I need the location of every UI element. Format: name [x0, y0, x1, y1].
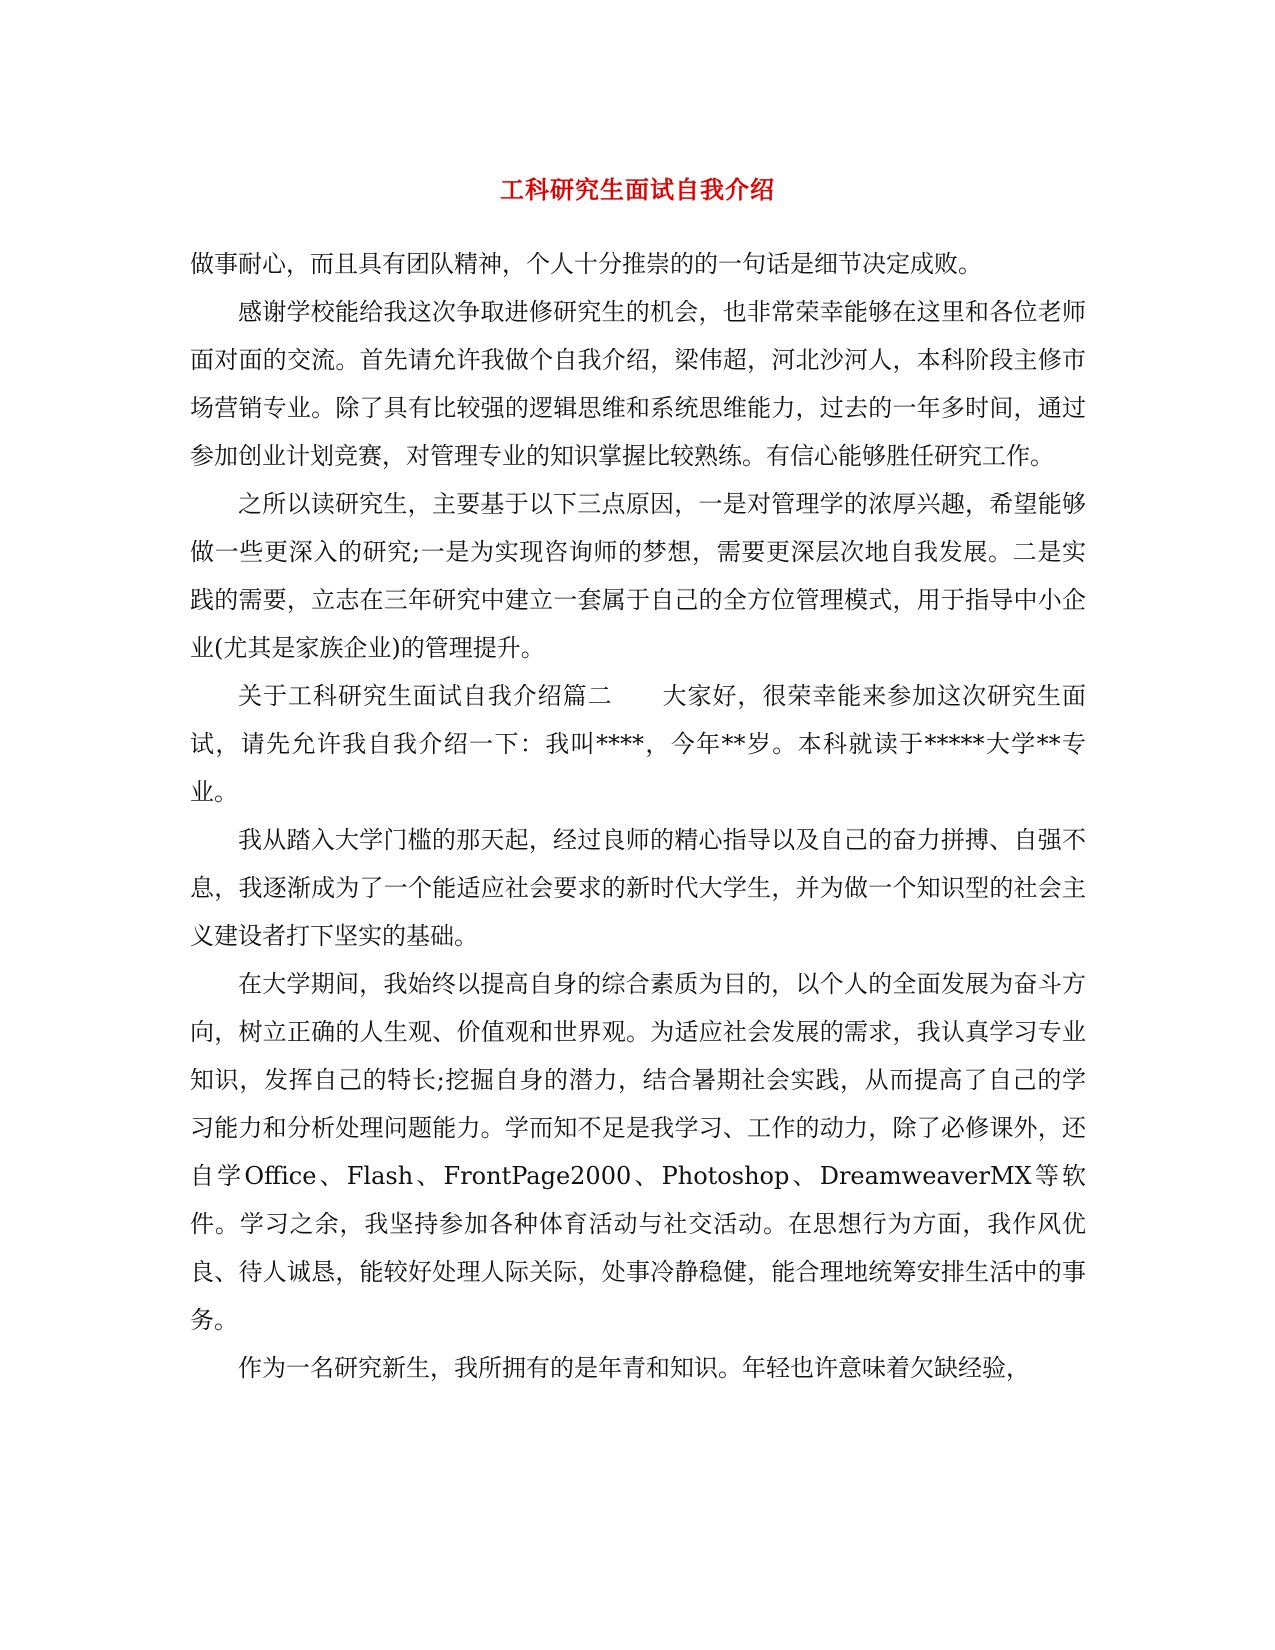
paragraph-7: 作为一名研究新生，我所拥有的是年青和知识。年轻也许意味着欠缺经验， [238, 1354, 1030, 1382]
document-title: 工科研究生面试自我介绍 [500, 175, 775, 204]
paragraph-4: 关于工科研究生面试自我介绍篇二 大家好，很荣幸能来参加这次研究生面试，请先允许我自我介绍一下：我叫****，今年**岁。本科就读于*****大学**专业。 [190, 682, 1086, 806]
paragraph-6: 在大学期间，我始终以提高自身的综合素质为目的，以个人的全面发展为奋斗方向，树立正确的人生观、价值观和世界观。为适应社会发展的需求，我认真学习专业知识，发挥自己的特长;挖掘自身的潜力，结合暑期社会实践，从而提高了自己的学习能力和分析处理问题能力。学而知不足是我学习、工作的动力，除了必修课外，还自学Office、Flash、FrontPage2000、Photoshop、DreamweaverMX等软件。学习之余，我坚持参加各种体育活动与社交活动。在思想行为方面，我作风优良、待人诚恳，能较好处理人际关际，处事冷静稳健，能合理地统筹安排生活中的事务。 [190, 970, 1086, 1334]
paragraph-5: 我从踏入大学门槛的那天起，经过良师的精心指导以及自己的奋力拼搏、自强不息，我逐渐成为了一个能适应社会要求的新时代大学生，并为做一个知识型的社会主义建设者打下坚实的基础。 [190, 826, 1086, 950]
paragraph-2: 感谢学校能给我这次争取进修研究生的机会，也非常荣幸能够在这里和各位老师面对面的交流。首先请允许我做个自我介绍，梁伟超，河北沙河人，本科阶段主修市场营销专业。除了具有比较强的逻辑思维和系统思维能力，过去的一年多时间，通过参加创业计划竞赛，对管理专业的知识掌握比较熟练。有信心能够胜任研究工作。 [190, 298, 1086, 470]
document-body [190, 240, 1086, 1392]
paragraph-3: 之所以读研究生，主要基于以下三点原因，一是对管理学的浓厚兴趣，希望能够做一些更深入的研究;一是为实现咨询师的梦想，需要更深层次地自我发展。二是实践的需要，立志在三年研究中建立一套属于自己的全方位管理模式，用于指导中小企业(尤其是家族企业)的管理提升。 [190, 490, 1086, 662]
paragraph-1: 做事耐心，而且具有团队精神，个人十分推崇的的一句话是细节决定成败。 [190, 250, 982, 278]
